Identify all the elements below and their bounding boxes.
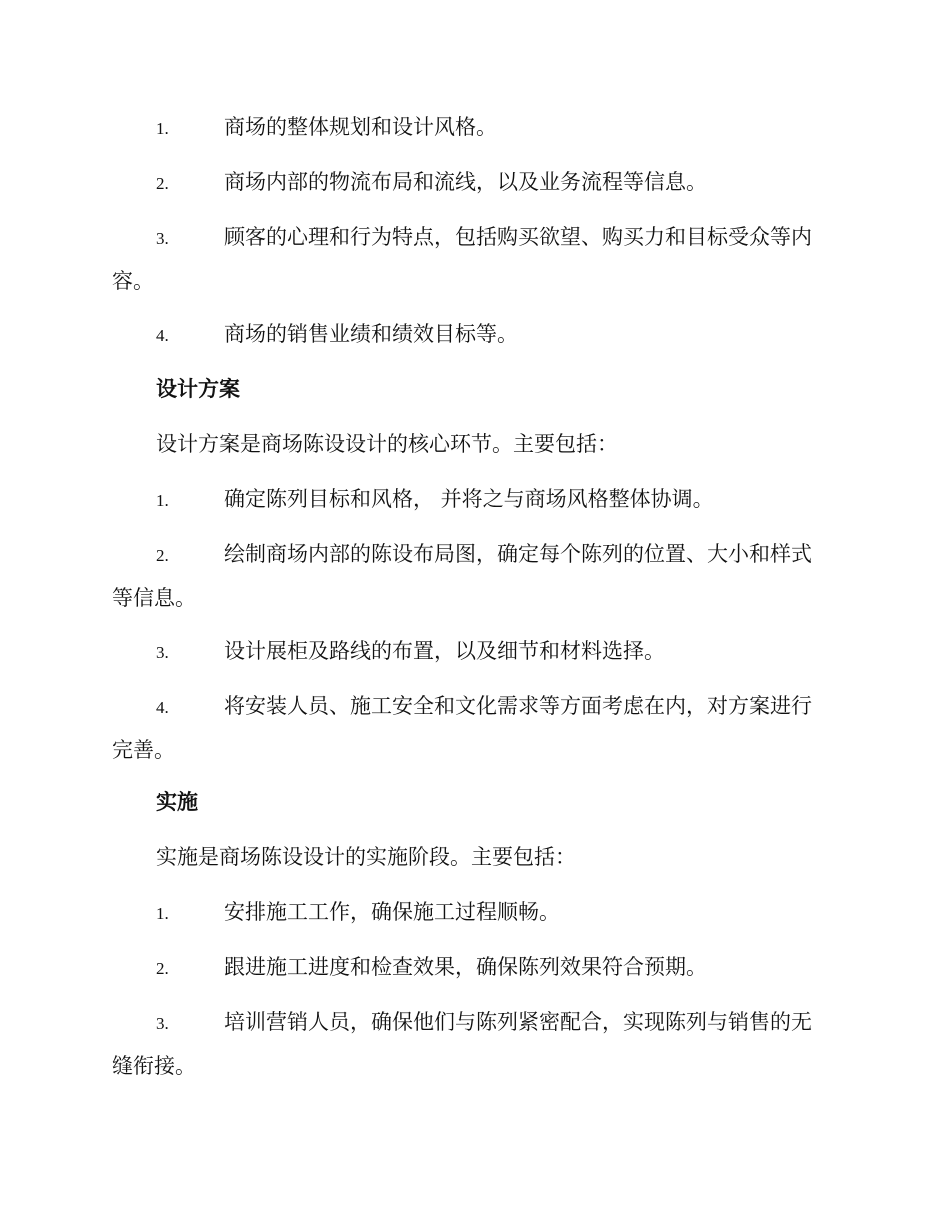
list-item: [112, 161, 832, 205]
list-item: [112, 685, 832, 771]
list-item: [112, 478, 832, 522]
list-number: 1.: [156, 491, 169, 510]
list-text: 商场内部的物流布局和流线，以及业务流程等信息。: [224, 170, 707, 194]
list-number: 1.: [156, 904, 169, 923]
section-intro: 设计方案是商场陈设设计的核心环节。主要包括：: [156, 432, 618, 456]
list-text: 绘制商场内部的陈设布局图，确定每个陈列的位置、大小和样式等信息。: [112, 542, 812, 610]
list-number: 4.: [156, 326, 169, 345]
list-item: [112, 891, 832, 935]
list-number: 1.: [156, 119, 169, 138]
list-text: 跟进施工进度和检查效果，确保陈列效果符合预期。: [224, 955, 707, 979]
list-item: [112, 630, 832, 674]
list-item: [112, 533, 832, 619]
section-heading: 设计方案: [156, 377, 240, 401]
list-item: [112, 216, 832, 302]
list-item: [112, 106, 832, 150]
list-number: 3.: [156, 1014, 169, 1033]
list-item: [112, 313, 832, 357]
list-item: [112, 1001, 832, 1087]
list-number: 2.: [156, 546, 169, 565]
list-text: 商场的整体规划和设计风格。: [224, 115, 497, 139]
list-text: 确定陈列目标和风格， 并将之与商场风格整体协调。: [224, 487, 714, 511]
list-number: 2.: [156, 959, 169, 978]
list-number: 4.: [156, 698, 169, 717]
list-text: 商场的销售业绩和绩效目标等。: [224, 322, 518, 346]
list-number: 3.: [156, 643, 169, 662]
list-text: 安排施工工作，确保施工过程顺畅。: [224, 900, 560, 924]
list-number: 3.: [156, 229, 169, 248]
section-intro: 实施是商场陈设设计的实施阶段。主要包括：: [156, 845, 576, 869]
list-text: 培训营销人员，确保他们与陈列紧密配合，实现陈列与销售的无缝衔接。: [112, 1010, 812, 1078]
list-number: 2.: [156, 174, 169, 193]
list-item: [112, 946, 832, 990]
list-text: 设计展柜及路线的布置，以及细节和材料选择。: [224, 639, 665, 663]
list-text: 顾客的心理和行为特点，包括购买欲望、购买力和目标受众等内容。: [112, 225, 812, 293]
section-heading: 实施: [156, 790, 198, 814]
list-text: 将安装人员、施工安全和文化需求等方面考虑在内，对方案进行完善。: [112, 694, 812, 762]
